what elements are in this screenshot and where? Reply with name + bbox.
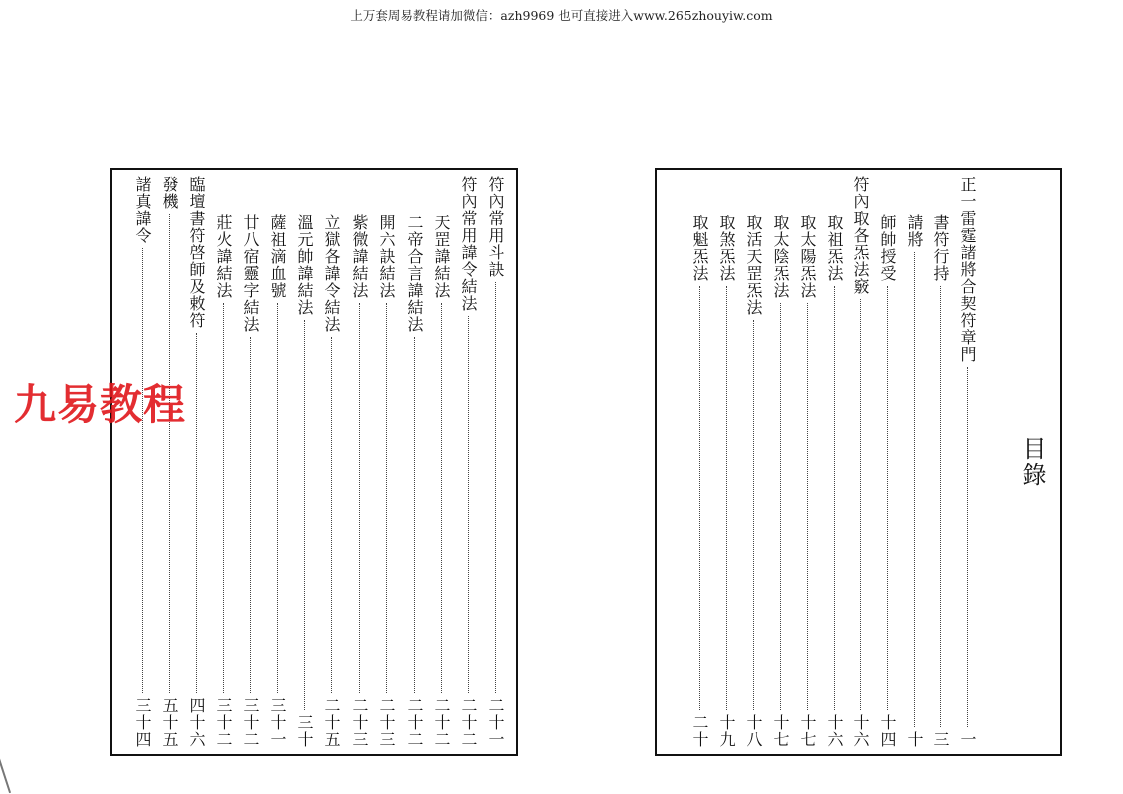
toc-dot-leader [468,316,469,693]
toc-entry [822,214,846,748]
toc-dot-leader [414,337,415,693]
toc-entry-page: 十八 [744,714,763,748]
toc-dot-leader [914,252,915,727]
toc-entry-page: 二十二 [432,697,451,748]
toc-dot-leader [359,303,360,693]
toc-dot-leader [495,282,496,693]
toc-dot-leader [780,303,781,710]
toc-entry [483,176,507,748]
toc-entry-title: 薩祖滴血號 [268,214,287,299]
toc-entry [714,214,738,748]
toc-entry [292,214,316,748]
toc-entry [902,214,926,748]
toc-entry [848,176,872,748]
toc-entry [184,176,208,748]
toc-entry-title: 符內常用斗訣 [486,176,505,278]
toc-entry-title: 取煞炁法 [717,214,736,282]
toc-entry-title: 廿八宿靈字結法 [241,214,260,333]
toc-entry-page: 三 [931,731,950,748]
toc-entry [319,214,343,748]
toc-entry-title: 符內取各炁法竅 [851,176,870,295]
toc-entry-page: 三十一 [268,697,287,748]
toc-heading: 目錄 [1018,436,1046,488]
toc-dot-leader [940,286,941,727]
toc-entry-page: 五十五 [160,697,179,748]
toc-dot-leader [196,333,197,693]
toc-entry-page: 三十二 [214,697,233,748]
toc-dot-leader [250,337,251,693]
toc-entry [429,214,453,748]
toc-entry [130,176,154,748]
toc-entry-title: 取太陰炁法 [771,214,790,299]
toc-entry-page: 十六 [825,714,844,748]
toc-entry-page: 三十四 [133,697,152,748]
toc-entry-page: 十 [905,731,924,748]
toc-entry-page: 二十 [690,714,709,748]
toc-dot-leader [169,214,170,693]
toc-entry [265,214,289,748]
toc-entry [211,214,235,748]
toc-dot-leader [699,286,700,710]
toc-entry-title: 開六訣結法 [377,214,396,299]
toc-entry-page: 十七 [798,714,817,748]
toc-entry [741,214,765,748]
toc-entry-title: 取魁炁法 [690,214,709,282]
toc-entry-title: 取活天罡炁法 [744,214,763,316]
toc-entry-page: 四十六 [187,697,206,748]
toc-entry [768,214,792,748]
toc-entry-page: 二十一 [486,697,505,748]
toc-entry-title: 請將 [905,214,924,248]
toc-dot-leader [331,337,332,693]
toc-dot-leader [223,303,224,693]
toc-entry-title: 溫元帥諱結法 [295,214,314,316]
toc-entry-page: 二十二 [405,697,424,748]
toc-entry [238,214,262,748]
toc-entry-title: 取太陽炁法 [798,214,817,299]
toc-entry-page: 十四 [878,714,897,748]
toc-dot-leader [726,286,727,710]
toc-entry-title: 莊火諱結法 [214,214,233,299]
toc-entry-page: 三十二 [241,697,260,748]
toc-entry-title: 天罡諱結法 [432,214,451,299]
toc-entry [875,214,899,748]
toc-entry [402,214,426,748]
toc-dot-leader [834,286,835,710]
toc-entry [687,214,711,748]
toc-dot-leader [386,303,387,693]
toc-entry-page: 十七 [771,714,790,748]
toc-entry-title: 符內常用諱令結法 [459,176,478,312]
toc-entry [374,214,398,748]
toc-entry-page: 一 [958,731,977,748]
toc-dot-leader [887,286,888,710]
toc-entry-title: 立獄各諱令結法 [322,214,341,333]
toc-dot-leader [967,367,968,727]
toc-dot-leader [304,320,305,710]
toc-entry-title: 紫微諱結法 [350,214,369,299]
toc-dot-leader [142,248,143,693]
toc-entry [955,176,979,748]
toc-dot-leader [441,303,442,693]
watermark: 九易教程 [14,380,187,429]
page-edge-mark [0,749,11,793]
toc-entry-title: 二帝合言諱結法 [405,214,424,333]
toc-entry-page: 二十三 [350,697,369,748]
toc-entry-title: 發機 [160,176,179,210]
toc-entry-page: 十六 [851,714,870,748]
toc-entry-page: 二十三 [377,697,396,748]
toc-entry-page: 三十 [295,714,314,748]
toc-entry-title: 書符行持 [931,214,950,282]
toc-entry-page: 二十二 [459,697,478,748]
toc-entry-title: 正一雷霆諸將合契符章門 [958,176,977,363]
header-text: 上万套周易教程请加微信：azh9969 也可直接进入www.265zhouyiw.com [350,8,773,23]
toc-entry [928,214,952,748]
toc-entry [347,214,371,748]
toc-dot-leader [277,303,278,693]
toc-entry-page: 二十五 [322,697,341,748]
toc-dot-leader [860,299,861,710]
toc-entry-title: 臨壇書符啓師及敕符 [187,176,206,329]
toc-dot-leader [807,303,808,710]
toc-entry [795,214,819,748]
toc-entry-title: 取祖炁法 [825,214,844,282]
toc-entry-page: 十九 [717,714,736,748]
toc-entry [456,176,480,748]
toc-entry-title: 師帥授受 [878,214,897,282]
toc-entry [157,176,181,748]
toc-entry-title: 諸真諱令 [133,176,152,244]
toc-dot-leader [753,320,754,710]
